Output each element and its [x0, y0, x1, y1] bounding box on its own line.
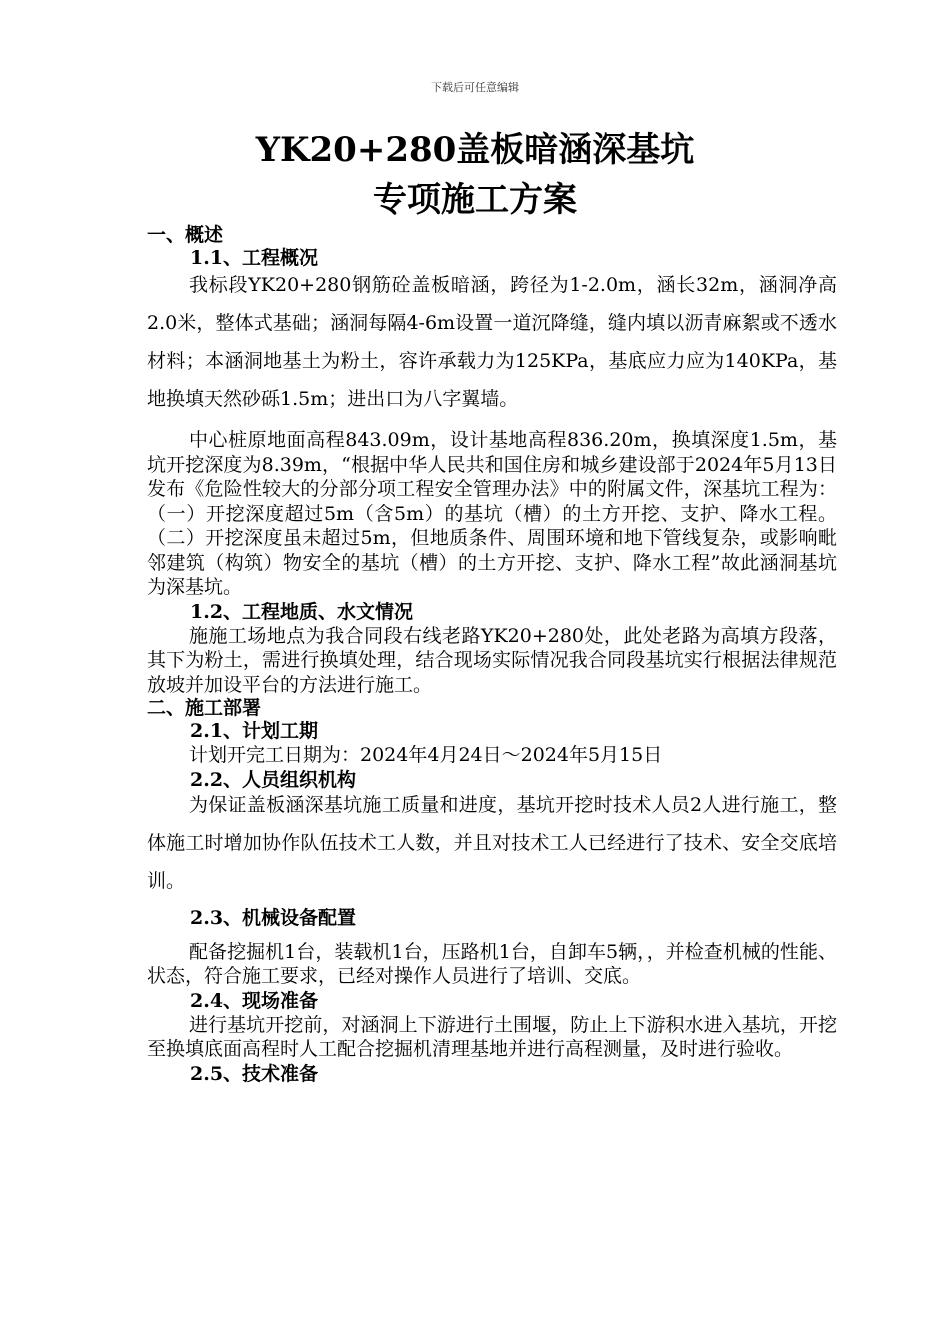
- section-heading-deployment: 二、施工部署: [147, 697, 262, 719]
- subsection-heading-geology: 1.2、工程地质、水文情况: [190, 600, 414, 623]
- paragraph-schedule: 计划开完工日期为：2024年4月24日～2024年5月15日: [189, 744, 663, 766]
- subsection-heading-personnel: 2.2、人员组织机构: [190, 768, 357, 791]
- paragraph-site-prep: 进行基坑开挖前，对涵洞上下游进行土围堰，防止上下游积水进入基坑，开挖至换填底面高程时人工配合挖掘机清理基地并进行高程测量，及时进行验收。: [147, 1013, 837, 1060]
- paragraph-project-overview: 我标段YK20+280钢筋砼盖板暗涵，跨径为1-2.0m，涵长32m，涵洞净高2.0米，整体式基础；涵洞每隔4-6m设置一道沉降缝，缝内填以沥青麻絮或不透水材料；本涵洞地基土为粉土，容许承载力为125KPa，基底应力应为140KPa，基地换填天然砂砾1.5m；进出口为八字翼墙。: [147, 274, 837, 410]
- title-line-2: 专项施工方案: [373, 180, 577, 220]
- document-body: [147, 224, 837, 1086]
- paragraph-equipment: 配备挖掘机1台，装载机1台，压路机1台，自卸车5辆，，并检查机械的性能、状态，符合施工要求，已经对操作人员进行了培训、交底。: [147, 940, 837, 987]
- page-header: 下载后可任意编辑: [431, 81, 519, 94]
- subsection-heading-project: 1.1、工程概况: [190, 247, 319, 269]
- subsection-heading-equipment: 2.3、机械设备配置: [190, 906, 357, 929]
- title-line-1: YK20+280盖板暗涵深基坑: [255, 130, 695, 170]
- subsection-heading-tech-prep: 2.5、技术准备: [190, 1062, 319, 1085]
- subsection-heading-site-prep: 2.4、现场准备: [190, 989, 319, 1012]
- paragraph-geology: 施施工场地点为我合同段右线老路YK20+280处，此处老路为高填方段落，其下为粉土，需进行换填处理，结合现场实际情况我合同段基坑实行根据法律规范放坡并加设平台的方法进行施工。: [147, 624, 837, 696]
- subsection-heading-schedule: 2.1、计划工期: [190, 720, 319, 742]
- paragraph-excavation-depth: 中心桩原地面高程843.09m，设计基地高程836.20m，换填深度1.5m，基坑开挖深度为8.39m，“根据中华人民共和国住房和城乡建设部于2024年5月13日发布《危险性较大的分部分项工程安全管理办法》中的附属文件，深基坑工程为：（一）开挖深度超过5m（含5m）的基坑（槽）的土方开挖、支护、降水工程。 （二）开挖深度虽未超过5m，但地质条件、周围环境和地下管线复杂，或影响毗邻建筑（构筑）物安全的基坑（槽）的土方开挖、支护、降水工程”故此涵洞基坑为深基坑。: [147, 429, 837, 598]
- section-heading-overview: 一、概述: [147, 224, 224, 246]
- paragraph-personnel: 为保证盖板涵深基坑施工质量和进度，基坑开挖时技术人员2人进行施工，整体施工时增加协作队伍技术工人数，并且对技术工人已经进行了技术、安全交底培训。: [147, 793, 837, 892]
